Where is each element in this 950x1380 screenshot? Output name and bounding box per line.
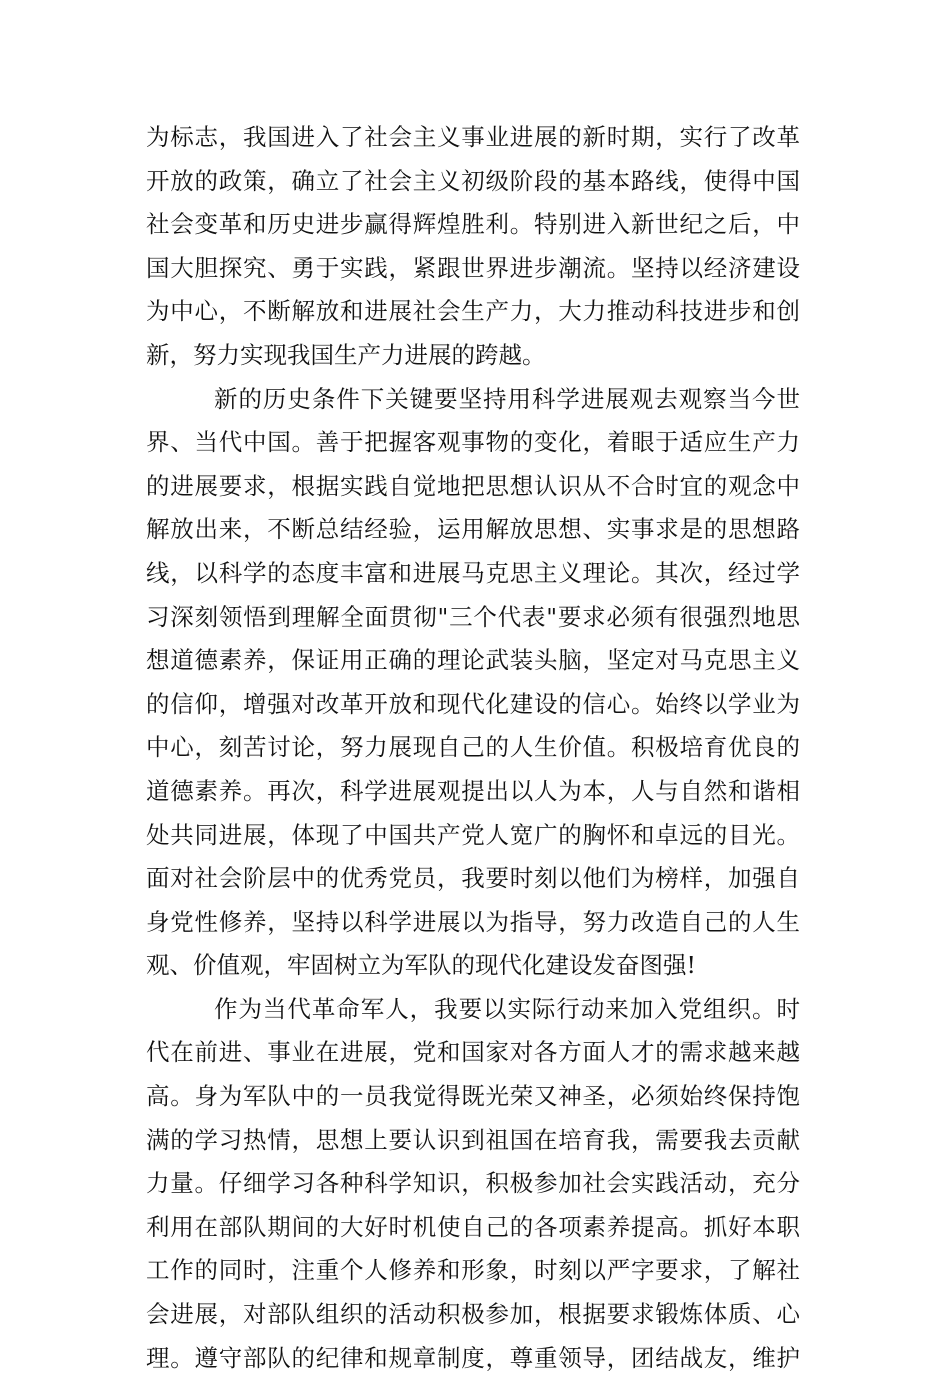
paragraph-1	[146, 116, 800, 378]
text-line: 为中心，不断解放和进展社会生产力，大力推动科技进步和创	[146, 297, 800, 326]
text-line: 面对社会阶层中的优秀党员，我要时刻以他们为榜样，加强自	[146, 864, 800, 893]
text-line: 高。身为军队中的一员我觉得既光荣又神圣，必须始终保持饱	[146, 1082, 800, 1111]
text-line: 利用在部队期间的大好时机使自己的各项素养提高。抓好本职	[146, 1212, 800, 1241]
text-line: 想道德素养，保证用正确的理论武装头脑，坚定对马克思主义	[146, 646, 800, 675]
text-line: 的进展要求，根据实践自觉地把思想认识从不合时宜的观念中	[146, 471, 800, 500]
text-line: 满的学习热情，思想上要认识到祖国在培育我，需要我去贡献	[146, 1125, 800, 1154]
text-line: 会进展，对部队组织的活动积极参加，根据要求锻炼体质、心	[146, 1300, 800, 1329]
text-line: 开放的政策，确立了社会主义初级阶段的基本路线，使得中国	[146, 166, 800, 195]
paragraph-3	[146, 988, 800, 1380]
text-line: 习深刻领悟到理解全面贯彻"三个代表"要求必须有很强烈地思	[146, 602, 800, 631]
document-body	[146, 116, 800, 1380]
text-line: 社会变革和历史进步赢得辉煌胜利。特别进入新世纪之后，中	[146, 210, 800, 239]
text-line: 身党性修养，坚持以科学进展以为指导，努力改造自己的人生	[146, 907, 800, 936]
text-line: 的信仰，增强对改革开放和现代化建设的信心。始终以学业为	[146, 689, 800, 718]
text-line: 观、价值观，牢固树立为军队的现代化建设发奋图强!	[146, 951, 696, 980]
text-line: 界、当代中国。善于把握客观事物的变化，着眼于适应生产力	[146, 428, 800, 457]
text-line: 处共同进展，体现了中国共产党人宽广的胸怀和卓远的目光。	[146, 820, 800, 849]
text-line: 为标志，我国进入了社会主义事业进展的新时期，实行了改革	[146, 123, 800, 151]
text-line: 新的历史条件下关键要坚持用科学进展观去观察当今世	[214, 384, 800, 413]
text-line: 代在前进、事业在进展，党和国家对各方面人才的需求越来越	[146, 1038, 800, 1067]
text-line: 解放出来，不断总结经验，运用解放思想、实事求是的思想路	[146, 515, 800, 544]
text-line: 中心，刻苦讨论，努力展现自己的人生价值。积极培育优良的	[146, 733, 800, 762]
text-line: 线，以科学的态度丰富和进展马克思主义理论。其次，经过学	[146, 558, 800, 587]
text-line: 作为当代革命军人，我要以实际行动来加入党组织。时	[214, 994, 800, 1023]
text-line: 力量。仔细学习各种科学知识，积极参加社会实践活动，充分	[146, 1169, 800, 1198]
paragraph-2	[146, 378, 800, 988]
text-line: 国大胆探究、勇于实践，紧跟世界进步潮流。坚持以经济建设	[146, 253, 800, 282]
text-line: 理。遵守部队的纪律和规章制度，尊重领导，团结战友，维护	[146, 1343, 800, 1372]
text-line: 工作的同时，注重个人修养和形象，时刻以严字要求，了解社	[146, 1256, 800, 1285]
text-line: 新，努力实现我国生产力进展的跨越。	[146, 340, 546, 369]
text-line: 道德素养。再次，科学进展观提出以人为本，人与自然和谐相	[146, 776, 800, 805]
